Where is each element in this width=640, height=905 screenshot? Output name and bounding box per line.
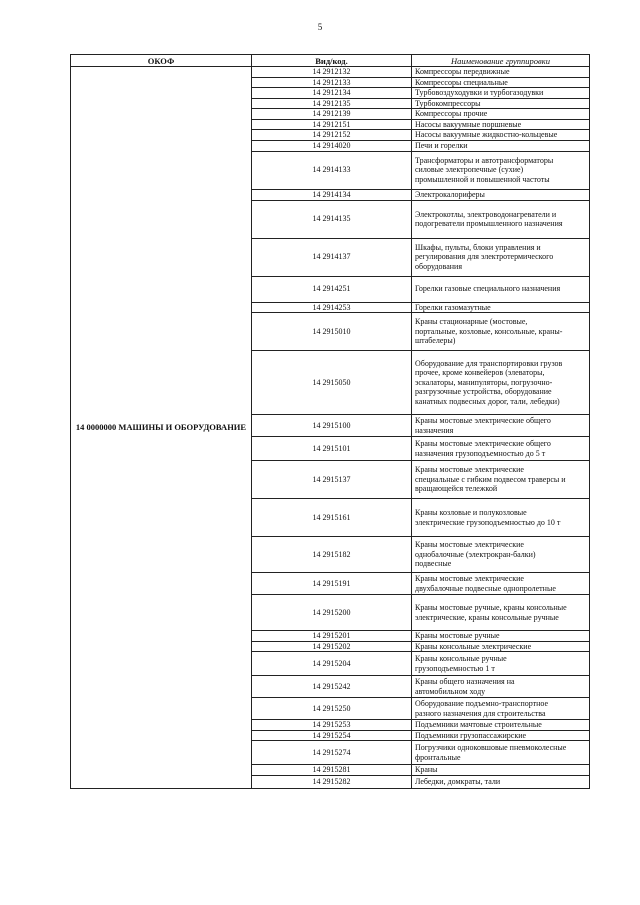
row-name: Краны мостовые электрические специальные с гибким подвесом траверсы и вращающейся тележкой — [412, 461, 590, 499]
row-name: Турбокомпрессоры — [412, 98, 590, 109]
row-code: 14 2915182 — [252, 537, 412, 573]
header-name: Наименование группировки — [412, 55, 590, 67]
row-name: Электрокалориферы — [412, 189, 590, 200]
row-code: 14 2915202 — [252, 641, 412, 652]
row-code: 14 2914020 — [252, 140, 412, 151]
row-name: Электрокотлы, электроводонагреватели и подогреватели промышленного назначения — [412, 200, 590, 238]
row-code: 14 2915274 — [252, 741, 412, 765]
row-name: Трансформаторы и автотрансформаторы силовые электропечные (сухие) промышленной и повышенной частоты — [412, 151, 590, 189]
row-code: 14 2915191 — [252, 573, 412, 595]
row-code: 14 2915242 — [252, 676, 412, 698]
row-name: Компрессоры специальные — [412, 77, 590, 88]
group-label: 14 0000000 МАШИНЫ И ОБОРУДОВАНИЕ — [71, 67, 252, 789]
row-code: 14 2915161 — [252, 499, 412, 537]
row-code: 14 2912132 — [252, 67, 412, 78]
row-name: Погрузчики одноковшовые пневмоколесные фронтальные — [412, 741, 590, 765]
row-name: Горелки газовые специального назначения — [412, 276, 590, 302]
header-code: Вид/код. — [252, 55, 412, 67]
row-name: Оборудование подъемно-транспортное разного назначения для строительства — [412, 698, 590, 720]
row-name: Подъемники грузопассажирские — [412, 730, 590, 741]
row-name: Турбовоздуходувки и турбогазодувки — [412, 88, 590, 99]
row-code: 14 2912134 — [252, 88, 412, 99]
okof-table — [70, 54, 590, 789]
row-code: 14 2915253 — [252, 720, 412, 731]
row-code: 14 2912135 — [252, 98, 412, 109]
row-code: 14 2914253 — [252, 302, 412, 313]
row-name: Краны мостовые ручные, краны консольные электрические, краны консольные ручные — [412, 595, 590, 631]
row-code: 14 2915254 — [252, 730, 412, 741]
row-code: 14 2912152 — [252, 130, 412, 141]
row-name: Компрессоры прочие — [412, 109, 590, 120]
table-body — [71, 67, 590, 789]
row-code: 14 2912133 — [252, 77, 412, 88]
row-code: 14 2914135 — [252, 200, 412, 238]
table-header-row — [71, 55, 590, 67]
row-name: Краны мостовые электрические двухбалочные подвесные однопролетные — [412, 573, 590, 595]
row-code: 14 2914251 — [252, 276, 412, 302]
header-okof: ОКОФ — [71, 55, 252, 67]
row-name: Краны — [412, 765, 590, 776]
row-name: Компрессоры передвижные — [412, 67, 590, 78]
row-code: 14 2912139 — [252, 109, 412, 120]
row-name: Краны консольные электрические — [412, 641, 590, 652]
row-code: 14 2915281 — [252, 765, 412, 776]
row-name: Горелки газомазутные — [412, 302, 590, 313]
row-code: 14 2914134 — [252, 189, 412, 200]
row-code: 14 2915282 — [252, 775, 412, 788]
row-name: Насосы вакуумные жидкостно-кольцевые — [412, 130, 590, 141]
row-code: 14 2914133 — [252, 151, 412, 189]
row-name: Печи и горелки — [412, 140, 590, 151]
row-code: 14 2915101 — [252, 437, 412, 461]
row-name: Краны консольные ручные грузоподъемностью 1 т — [412, 652, 590, 676]
row-code: 14 2915200 — [252, 595, 412, 631]
row-name: Насосы вакуумные поршневые — [412, 119, 590, 130]
row-name: Шкафы, пульты, блоки управления и регулирования для электротермического оборудования — [412, 238, 590, 276]
row-name: Краны мостовые ручные — [412, 631, 590, 642]
row-code: 14 2915201 — [252, 631, 412, 642]
table-row — [71, 67, 590, 78]
row-code: 14 2912151 — [252, 119, 412, 130]
row-name: Краны мостовые электрические общего назначения — [412, 415, 590, 437]
row-name: Подъемники мачтовые строительные — [412, 720, 590, 731]
row-name: Оборудование для транспортировки грузов прочее, кроме конвейеров (элеваторы, эскалаторы, манипуляторы, погрузочно- разгрузочные устройства, оборудование канатных подвесных дорог, тали, лебедки) — [412, 351, 590, 415]
row-name: Краны козловые и полукозловые электрические грузоподъемностью до 10 т — [412, 499, 590, 537]
row-code: 14 2915250 — [252, 698, 412, 720]
row-code: 14 2914137 — [252, 238, 412, 276]
row-name: Лебедки, домкраты, тали — [412, 775, 590, 788]
row-code: 14 2915137 — [252, 461, 412, 499]
page-number: 5 — [317, 22, 323, 32]
row-code: 14 2915204 — [252, 652, 412, 676]
row-name: Краны мостовые электрические однобалочные (электрокран-балки) подвесные — [412, 537, 590, 573]
row-code: 14 2915100 — [252, 415, 412, 437]
row-code: 14 2915050 — [252, 351, 412, 415]
row-name: Краны стационарные (мостовые, портальные, козловые, консольные, краны- штабелеры) — [412, 313, 590, 351]
row-code: 14 2915010 — [252, 313, 412, 351]
row-name: Краны общего назначения на автомобильном ходу — [412, 676, 590, 698]
row-name: Краны мостовые электрические общего назначения грузоподъемностью до 5 т — [412, 437, 590, 461]
